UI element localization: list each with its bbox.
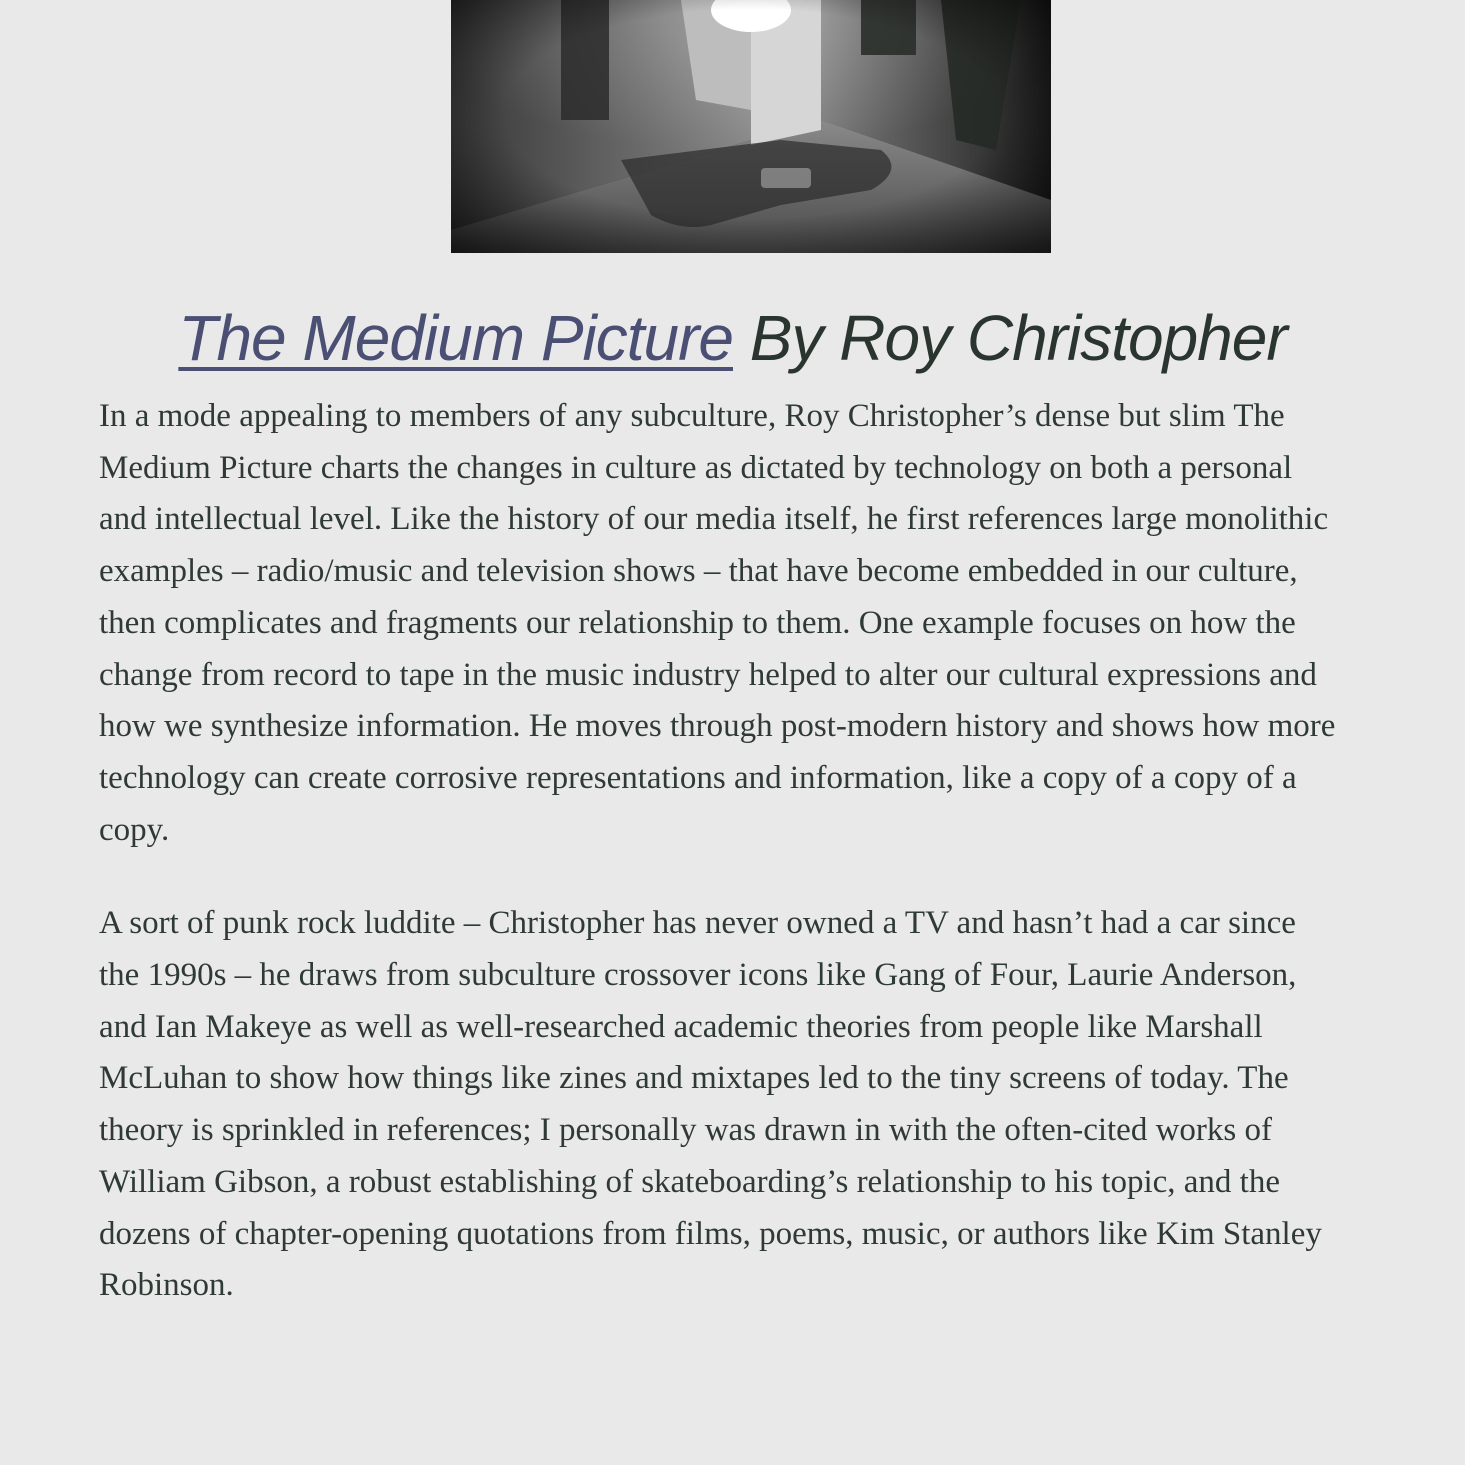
page-title	[0, 296, 1465, 380]
book-cover-photo-icon	[451, 0, 1051, 253]
paragraph: In a mode appealing to members of any subculture, Roy Christopher’s dense but slim The Medium Picture charts the changes in culture as dictated by technology on both a personal and intellectual level. Like the history of our media itself, he first references large monolithic examples – radio/music and television shows – that have become embedded in our culture, then complicates and fragments our relationship to them. One example focuses on how the change from record to tape in the music industry helped to alter our cultural expressions and how we synthesize information. He moves through post-modern history and shows how more technology can create corrosive representations and information, like a copy of a copy of a copy.	[99, 398, 1336, 848]
article-body	[99, 391, 1339, 1312]
hero-image	[451, 0, 1051, 253]
byline: By Roy Christopher	[749, 302, 1287, 374]
paragraph: A sort of punk rock luddite – Christopher has never owned a TV and hasn’t had a car since the 1990s – he draws from subculture crossover icons like Gang of Four, Laurie Anderson, and Ian Makeye as well as well-researched academic theories from people like Marshall McLuhan to show how things like zines and mixtapes led to the tiny screens of today. The theory is sprinkled in references; I personally was drawn in with the often-cited works of William Gibson, a robust establishing of skateboarding’s relationship to his topic, and the dozens of chapter-opening quotations from films, poems, music, or authors like Kim Stanley Robinson.	[99, 905, 1322, 1304]
book-title-link[interactable]: The Medium Picture	[178, 302, 733, 374]
